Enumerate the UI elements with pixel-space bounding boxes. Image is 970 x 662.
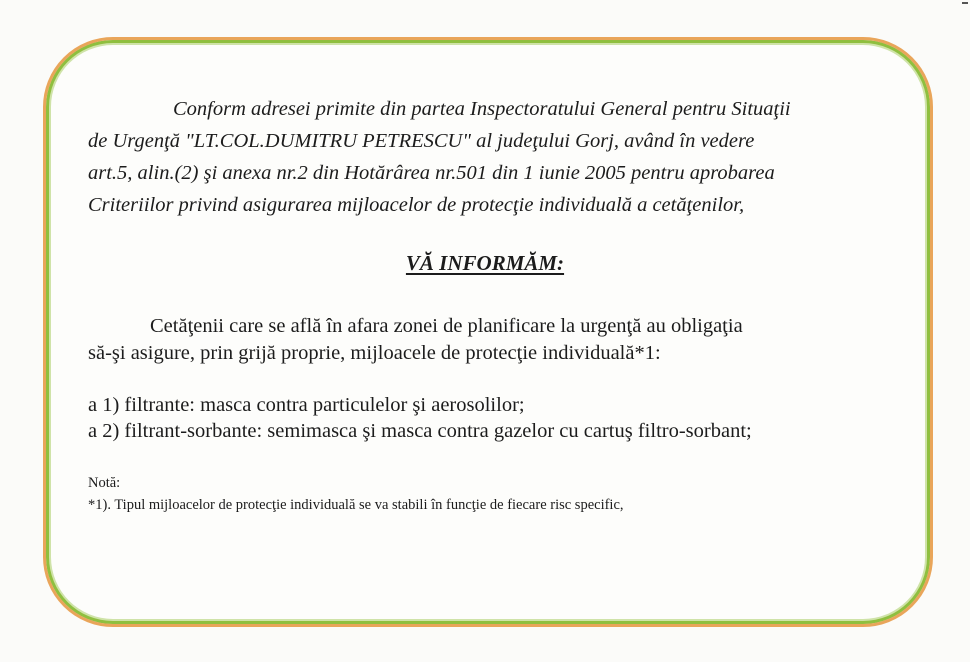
- intro-line-4: Criteriilor privind asigurarea mijloacelor de protecţie individuală a cetăţenilor,: [88, 194, 745, 216]
- list-item: a 2) filtrant-sorbante: semimasca şi masca contra gazelor cu cartuş filtro-sorbant;: [88, 420, 752, 442]
- notice-heading: VĂ INFORMĂM:: [405, 251, 565, 275]
- note-text: *1). Tipul mijloacelor de protecţie individuală se va stabili în funcţie de fiecare risc specific,: [88, 497, 624, 513]
- intro-line-2: de Urgenţă "LT.COL.DUMITRU PETRESCU" al judeţului Gorj, având în vedere: [88, 130, 755, 152]
- intro-line-3: art.5, alin.(2) şi anexa nr.2 din Hotărârea nr.501 din 1 iunie 2005 pentru aprobarea: [88, 162, 775, 184]
- intro-line-1: Conform adresei primite din partea Inspectoratului General pentru Situaţii: [173, 98, 791, 120]
- list-item: a 1) filtrante: masca contra particulelor şi aerosolilor;: [88, 394, 525, 416]
- note-label: Notă:: [88, 475, 121, 491]
- body-line-2: să-şi asigure, prin grijă proprie, mijloacele de protecţie individuală*1:: [88, 342, 661, 364]
- body-line-1: Cetăţenii care se află în afara zonei de planificare la urgenţă au obligaţia: [150, 315, 743, 337]
